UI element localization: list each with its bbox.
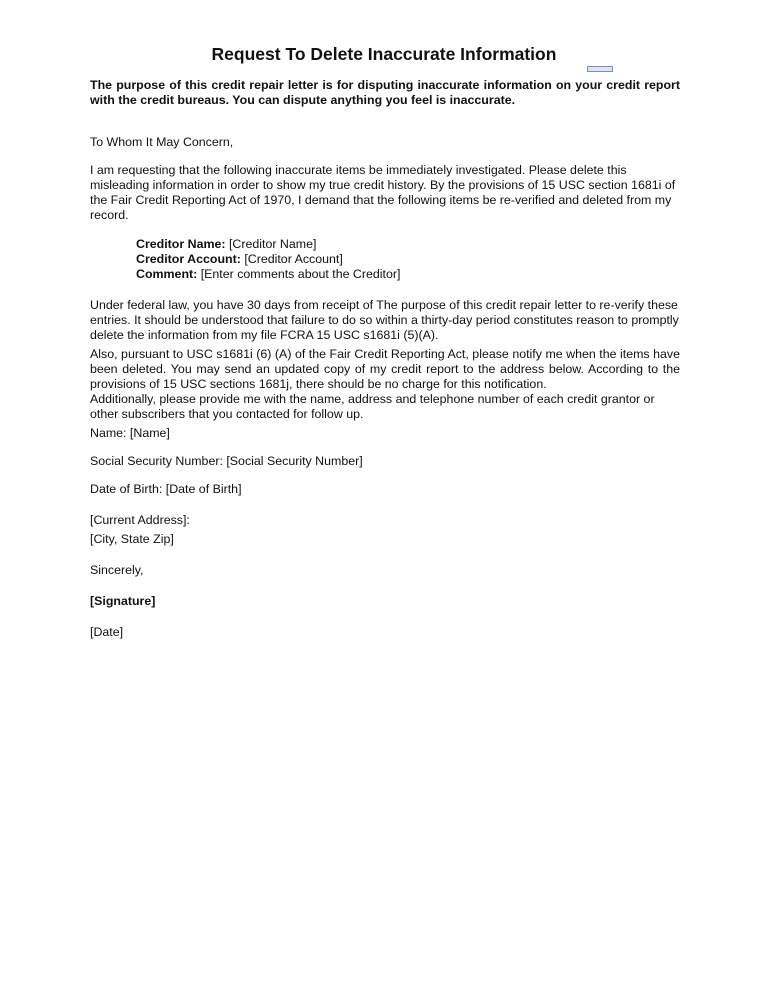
creditor-account-line bbox=[136, 252, 680, 267]
date-line: [Date] bbox=[90, 625, 124, 639]
city-line: [City, State Zip] bbox=[90, 532, 174, 546]
additionally-paragraph: Additionally, please provide me with the name, address and telephone number of each credit grantor or other subscribers that you contacted for follow up. bbox=[90, 392, 655, 421]
address-line: [Current Address]: bbox=[90, 513, 190, 527]
name-line: Name: [Name] bbox=[90, 426, 170, 440]
creditor-account-label: Creditor Account: bbox=[136, 252, 241, 266]
creditor-name-label: Creditor Name: bbox=[136, 237, 226, 251]
closing: Sincerely, bbox=[90, 563, 144, 577]
federal-law-paragraph: Under federal law, you have 30 days from receipt of The purpose of this credit repair letter to re-verify these entries. It should be understood that failure to do so within a thirty-day period constitutes reason to promptly delete the information from my file FCRA 15 USC s1681i (5)(A). bbox=[90, 298, 679, 342]
creditor-block bbox=[136, 237, 680, 282]
intro-paragraph: The purpose of this credit repair letter is for disputing inaccurate information on your credit report with the credit bureaus. You can dispute anything you feel is inaccurate. bbox=[90, 78, 680, 107]
creditor-comment-line bbox=[136, 267, 680, 282]
creditor-account-value: [Creditor Account] bbox=[240, 252, 343, 266]
ssn-line: Social Security Number: [Social Security Number] bbox=[90, 454, 363, 468]
signature: [Signature] bbox=[90, 594, 156, 608]
creditor-name-value: [Creditor Name] bbox=[225, 237, 317, 251]
salutation: To Whom It May Concern, bbox=[90, 135, 234, 149]
creditor-name-line bbox=[136, 237, 680, 252]
dob-line: Date of Birth: [Date of Birth] bbox=[90, 482, 242, 496]
document-title: Request To Delete Inaccurate Information bbox=[211, 44, 557, 64]
form-field-marker bbox=[587, 66, 613, 72]
request-paragraph: I am requesting that the following inaccurate items be immediately investigated. Please delete this misleading information in order to show my true credit history. By the provisions of 15 USC section 1681i of the Fair Credit Reporting Act of 1970, I demand that the following items be re-verified and deleted from my record. bbox=[90, 163, 676, 222]
creditor-comment-value: [Enter comments about the Creditor] bbox=[197, 267, 401, 281]
notify-paragraph: Also, pursuant to USC s1681i (6) (A) of the Fair Credit Reporting Act, please notify me when the items have been deleted. You may send an updated copy of my credit report to the address below. According to the provisions of 15 USC sections 1681j, there should be no charge for this notification. bbox=[90, 347, 680, 391]
creditor-comment-label: Comment: bbox=[136, 267, 198, 281]
letter-body bbox=[90, 78, 680, 640]
